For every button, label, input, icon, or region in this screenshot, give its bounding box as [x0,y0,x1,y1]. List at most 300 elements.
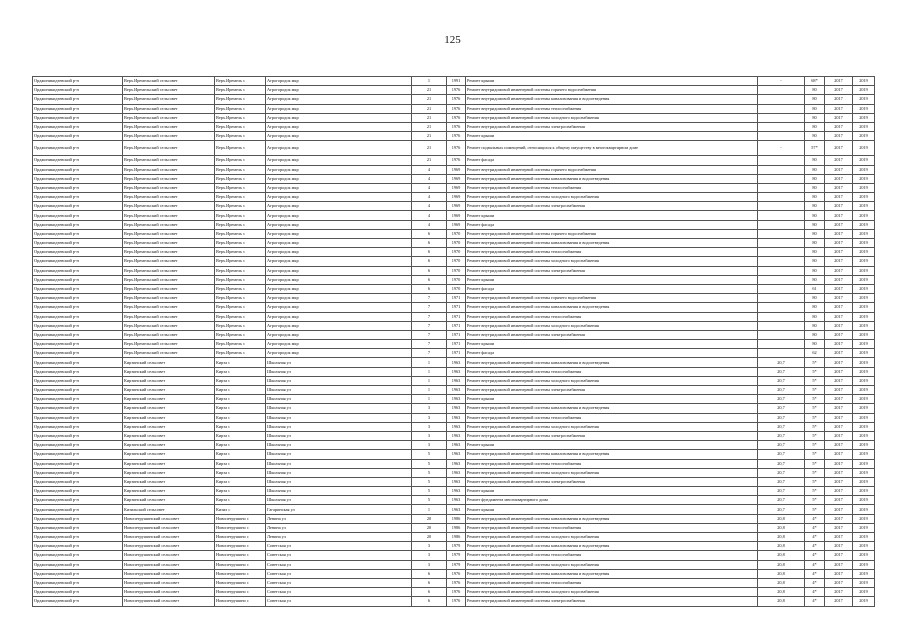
cell-end-year: 2019 [853,312,875,321]
cell-locality: Кирза с [215,477,266,486]
cell-locality: Кирза с [215,404,266,413]
cell-cost: 5* [805,395,825,404]
cell-locality: Кирза с [215,450,266,459]
cell-street: Советская ул [266,578,412,587]
cell-cost: 80 [805,132,825,141]
cell-year: 1971 [447,321,466,330]
cell-cost: 5* [805,496,825,505]
cell-cost: 5* [805,477,825,486]
cell-start-year: 2017 [825,312,853,321]
cell-start-year: 2017 [825,77,853,86]
cell-street: Агрогородок мкр [266,174,412,183]
cell-house: 21 [412,122,447,131]
cell-area [758,239,805,248]
cell-year: 1963 [447,441,466,450]
cell-end-year: 2019 [853,321,875,330]
cell-end-year: 2019 [853,569,875,578]
table-row [33,588,875,597]
cell-year: 1976 [447,86,466,95]
cell-work-type: Ремонт внутридомовой инженерной системы канализования и водоотведения [466,569,758,578]
table-row [33,174,875,183]
cell-locality: Верх.Иремель с [215,132,266,141]
cell-street: Агрогородок мкр [266,239,412,248]
cell-house: 6 [412,257,447,266]
cell-street: Школьная ул [266,395,412,404]
cell-house: 4 [412,174,447,183]
table-row [33,303,875,312]
cell-area [758,330,805,339]
cell-cost: 80 [805,239,825,248]
cell-street: Школьная ул [266,496,412,505]
cell-locality: Верх.Иремель с [215,174,266,183]
cell-street: Агрогородок мкр [266,284,412,293]
cell-settlement: Кирзинский сельсовет [123,367,215,376]
table-row [33,578,875,587]
cell-cost: 5* [805,413,825,422]
cell-area [758,294,805,303]
cell-district: Орджоникидзевский р-н [33,122,123,131]
cell-settlement: Кирзинский сельсовет [123,376,215,385]
cell-house: 3 [412,551,447,560]
cell-year: 1976 [447,104,466,113]
cell-street: Школьная ул [266,487,412,496]
cell-year: 1963 [447,358,466,367]
cell-work-type: Ремонт внутридомовой инженерной системы горячего водоснабжения [466,86,758,95]
cell-work-type: Ремонт внутридомовой инженерной системы холодного водоснабжения [466,257,758,266]
cell-cost: 4* [805,542,825,551]
cell-locality: Верх.Иремель с [215,220,266,229]
cell-settlement: Кирзинский сельсовет [123,358,215,367]
cell-work-type: Ремонт фасада [466,156,758,165]
cell-area [758,220,805,229]
cell-settlement: Кирзинский сельсовет [123,395,215,404]
cell-house: 3 [412,542,447,551]
cell-area: 20,7 [758,505,805,514]
table-row [33,450,875,459]
cell-start-year: 2017 [825,141,853,156]
cell-settlement: Верх.Иремельский сельсовет [123,248,215,257]
cell-district: Орджоникидзевский р-н [33,542,123,551]
cell-work-type: Ремонт внутридомовой инженерной системы канализования и водоотведения [466,174,758,183]
cell-area [758,95,805,104]
cell-district: Орджоникидзевский р-н [33,340,123,349]
cell-district: Орджоникидзевский р-н [33,533,123,542]
cell-locality: Новопетрушино с [215,569,266,578]
cell-area: 20,8 [758,533,805,542]
cell-start-year: 2017 [825,156,853,165]
cell-area: 20,8 [758,578,805,587]
cell-district: Орджоникидзевский р-н [33,487,123,496]
cell-area [758,349,805,358]
cell-locality: Верх.Иремель с [215,330,266,339]
cell-end-year: 2019 [853,77,875,86]
cell-house: 3 [412,422,447,431]
cell-street: Агрогородок мкр [266,202,412,211]
cell-end-year: 2019 [853,174,875,183]
cell-district: Орджоникидзевский р-н [33,211,123,220]
cell-district: Орджоникидзевский р-н [33,141,123,156]
table-row [33,183,875,192]
cell-year: 1970 [447,248,466,257]
cell-locality: Верх.Иремель с [215,202,266,211]
cell-settlement: Новопетрушинский сельсовет [123,542,215,551]
table-row [33,597,875,606]
cell-house: 5 [412,487,447,496]
cell-area: 20,7 [758,477,805,486]
cell-area: 20,8 [758,523,805,532]
cell-work-type: Ремонт внутридомовой инженерной системы холодного водоснабжения [466,193,758,202]
cell-settlement: Верх.Иремельский сельсовет [123,174,215,183]
cell-year: 1963 [447,459,466,468]
cell-street: Агрогородок мкр [266,294,412,303]
cell-cost: 5* [805,386,825,395]
table-row [33,141,875,156]
cell-district: Орджоникидзевский р-н [33,386,123,395]
cell-district: Орджоникидзевский р-н [33,496,123,505]
cell-start-year: 2017 [825,431,853,440]
cell-work-type: Ремонт фасада [466,220,758,229]
cell-street: Агрогородок мкр [266,349,412,358]
cell-work-type: Ремонт крыши [466,132,758,141]
cell-cost: 4* [805,597,825,606]
cell-area [758,202,805,211]
table-row [33,202,875,211]
cell-work-type: Ремонт внутридомовой инженерной системы теплоснабжения [466,523,758,532]
cell-cost: 80 [805,248,825,257]
cell-year: 1963 [447,505,466,514]
cell-district: Орджоникидзевский р-н [33,257,123,266]
cell-cost: 5* [805,404,825,413]
cell-end-year: 2019 [853,303,875,312]
cell-district: Орджоникидзевский р-н [33,597,123,606]
cell-end-year: 2019 [853,86,875,95]
table-row [33,229,875,238]
cell-settlement: Кирзинский сельсовет [123,441,215,450]
table-row [33,376,875,385]
cell-area [758,321,805,330]
cell-district: Орджоникидзевский р-н [33,229,123,238]
cell-district: Орджоникидзевский р-н [33,422,123,431]
cell-start-year: 2017 [825,220,853,229]
cell-end-year: 2019 [853,404,875,413]
cell-house: 6 [412,578,447,587]
page-number: 125 [444,34,461,46]
table-row [33,569,875,578]
cell-start-year: 2017 [825,284,853,293]
cell-locality: Верх.Иремель с [215,86,266,95]
cell-locality: Новопетрушино с [215,542,266,551]
cell-locality: Кирза с [215,367,266,376]
cell-locality: Кизил с [215,505,266,514]
cell-settlement: Верх.Иремельский сельсовет [123,284,215,293]
cell-year: 1963 [447,496,466,505]
cell-street: Агрогородок мкр [266,141,412,156]
cell-start-year: 2017 [825,514,853,523]
cell-settlement: Верх.Иремельский сельсовет [123,183,215,192]
cell-start-year: 2017 [825,551,853,560]
cell-year: 1963 [447,386,466,395]
cell-street: Советская ул [266,560,412,569]
cell-start-year: 2017 [825,330,853,339]
cell-street: Школьная ул [266,413,412,422]
cell-end-year: 2019 [853,376,875,385]
cell-year: 1963 [447,431,466,440]
cell-district: Орджоникидзевский р-н [33,468,123,477]
cell-work-type: Ремонт внутридомовой инженерной системы теплоснабжения [466,459,758,468]
cell-work-type: Ремонт внутридомовой инженерной системы холодного водоснабжения [466,422,758,431]
cell-cost: 5* [805,367,825,376]
cell-district: Орджоникидзевский р-н [33,303,123,312]
cell-cost: 4* [805,588,825,597]
cell-end-year: 2019 [853,330,875,339]
cell-settlement: Кирзинский сельсовет [123,487,215,496]
cell-end-year: 2019 [853,441,875,450]
cell-area: - [758,141,805,156]
cell-work-type: Ремонт внутридомовой инженерной системы канализования и водоотведения [466,514,758,523]
cell-start-year: 2017 [825,450,853,459]
cell-house: 3 [412,413,447,422]
cell-house: 6 [412,284,447,293]
cell-start-year: 2017 [825,459,853,468]
cell-work-type: Ремонт внутридомовой инженерной системы электроснабжения [466,330,758,339]
cell-settlement: Верх.Иремельский сельсовет [123,95,215,104]
table-row [33,422,875,431]
cell-cost: 5* [805,487,825,496]
cell-house: 1 [412,77,447,86]
cell-year: 1970 [447,275,466,284]
cell-year: 1969 [447,174,466,183]
cell-settlement: Кирзинский сельсовет [123,431,215,440]
cell-cost: 5* [805,441,825,450]
cell-street: Агрогородок мкр [266,321,412,330]
cell-settlement: Верх.Иремельский сельсовет [123,340,215,349]
cell-end-year: 2019 [853,248,875,257]
cell-street: Советская ул [266,588,412,597]
cell-settlement: Кирзинский сельсовет [123,450,215,459]
table-row [33,349,875,358]
cell-start-year: 2017 [825,386,853,395]
cell-area [758,211,805,220]
cell-house: 7 [412,321,447,330]
table-row [33,496,875,505]
cell-district: Орджоникидзевский р-н [33,266,123,275]
cell-cost: 80 [805,257,825,266]
cell-district: Орджоникидзевский р-н [33,376,123,385]
cell-district: Орджоникидзевский р-н [33,441,123,450]
cell-year: 1971 [447,303,466,312]
cell-district: Орджоникидзевский р-н [33,523,123,532]
cell-house: 5 [412,477,447,486]
cell-cost: 5* [805,468,825,477]
cell-end-year: 2019 [853,459,875,468]
cell-locality: Верх.Иремель с [215,229,266,238]
table-row [33,367,875,376]
cell-year: 1979 [447,542,466,551]
cell-district: Орджоникидзевский р-н [33,431,123,440]
cell-start-year: 2017 [825,523,853,532]
cell-area [758,248,805,257]
cell-locality: Новопетрушино с [215,597,266,606]
cell-end-year: 2019 [853,239,875,248]
cell-area [758,183,805,192]
cell-area [758,257,805,266]
cell-area: 20,7 [758,459,805,468]
cell-year: 1976 [447,597,466,606]
cell-street: Школьная ул [266,450,412,459]
cell-year: 1970 [447,229,466,238]
cell-house: 4 [412,211,447,220]
cell-locality: Верх.Иремель с [215,294,266,303]
cell-cost: 62 [805,349,825,358]
cell-house: 6 [412,248,447,257]
cell-cost: 80 [805,193,825,202]
cell-cost: 4* [805,533,825,542]
cell-street: Агрогородок мкр [266,132,412,141]
cell-start-year: 2017 [825,211,853,220]
cell-district: Орджоникидзевский р-н [33,395,123,404]
cell-area: 20,7 [758,441,805,450]
cell-district: Орджоникидзевский р-н [33,86,123,95]
cell-cost: 5* [805,450,825,459]
cell-work-type: Ремонт внутридомовой инженерной системы теплоснабжения [466,183,758,192]
cell-locality: Кирза с [215,376,266,385]
cell-cost: 4* [805,560,825,569]
cell-district: Орджоникидзевский р-н [33,312,123,321]
cell-cost: 5* [805,376,825,385]
cell-street: Школьная ул [266,367,412,376]
cell-street: Школьная ул [266,376,412,385]
cell-cost: 5* [805,459,825,468]
cell-start-year: 2017 [825,132,853,141]
cell-year: 1971 [447,312,466,321]
cell-year: 1986 [447,533,466,542]
cell-end-year: 2019 [853,122,875,131]
cell-start-year: 2017 [825,588,853,597]
table-row [33,487,875,496]
cell-area: 20,7 [758,487,805,496]
cell-locality: Кирза с [215,459,266,468]
cell-street: Агрогородок мкр [266,220,412,229]
cell-area: 20,8 [758,569,805,578]
cell-locality: Верх.Иремель с [215,303,266,312]
cell-work-type: Ремонт внутридомовой инженерной системы электроснабжения [466,477,758,486]
cell-district: Орджоникидзевский р-н [33,505,123,514]
cell-area [758,174,805,183]
cell-area: 20,7 [758,386,805,395]
cell-year: 1963 [447,395,466,404]
cell-locality: Верх.Иремель с [215,165,266,174]
cell-street: Агрогородок мкр [266,340,412,349]
cell-house: 7 [412,349,447,358]
cell-area: 20,7 [758,376,805,385]
cell-year: 1970 [447,266,466,275]
cell-end-year: 2019 [853,257,875,266]
cell-street: Школьная ул [266,477,412,486]
cell-start-year: 2017 [825,193,853,202]
table-row [33,248,875,257]
table-row [33,358,875,367]
table-row [33,312,875,321]
cell-work-type: Ремонт внутридомовой инженерной системы электроснабжения [466,431,758,440]
cell-year: 1963 [447,404,466,413]
cell-year: 1986 [447,514,466,523]
cell-settlement: Верх.Иремельский сельсовет [123,294,215,303]
cell-work-type: Ремонт внутридомовой инженерной системы теплоснабжения [466,413,758,422]
cell-street: Школьная ул [266,404,412,413]
cell-end-year: 2019 [853,349,875,358]
cell-end-year: 2019 [853,113,875,122]
cell-house: 3 [412,441,447,450]
cell-street: Ленина ул [266,523,412,532]
cell-work-type: Ремонт крыши [466,275,758,284]
cell-locality: Кирза с [215,422,266,431]
cell-cost: 80 [805,294,825,303]
table-row [33,413,875,422]
cell-house: 7 [412,330,447,339]
cell-area [758,312,805,321]
cell-area: - [758,77,805,86]
cell-house: 7 [412,312,447,321]
cell-end-year: 2019 [853,193,875,202]
table-row [33,551,875,560]
cell-settlement: Новопетрушинский сельсовет [123,569,215,578]
cell-area [758,193,805,202]
cell-year: 1976 [447,569,466,578]
cell-end-year: 2019 [853,413,875,422]
cell-settlement: Кирзинский сельсовет [123,496,215,505]
cell-settlement: Кирзинский сельсовет [123,422,215,431]
cell-work-type: Ремонт фасада [466,284,758,293]
cell-start-year: 2017 [825,468,853,477]
table-row [33,77,875,86]
cell-cost: 80 [805,183,825,192]
cell-year: 1976 [447,588,466,597]
table-row [33,560,875,569]
cell-cost: 80 [805,330,825,339]
cell-house: 6 [412,239,447,248]
cell-street: Школьная ул [266,422,412,431]
cell-street: Агрогородок мкр [266,275,412,284]
cell-locality: Новопетрушино с [215,523,266,532]
cell-year: 1979 [447,551,466,560]
cell-settlement: Верх.Иремельский сельсовет [123,257,215,266]
table-row [33,266,875,275]
cell-start-year: 2017 [825,597,853,606]
cell-work-type: Ремонт внутридомовой инженерной системы теплоснабжения [466,312,758,321]
table-row [33,220,875,229]
cell-end-year: 2019 [853,294,875,303]
cell-start-year: 2017 [825,578,853,587]
cell-district: Орджоникидзевский р-н [33,275,123,284]
cell-work-type: Ремонт крыши [466,340,758,349]
table-row [33,211,875,220]
cell-work-type: Ремонт внутридомовой инженерной системы электроснабжения [466,202,758,211]
cell-settlement: Кирзинский сельсовет [123,386,215,395]
cell-area: 20,8 [758,597,805,606]
cell-district: Орджоникидзевский р-н [33,77,123,86]
cell-cost: 57* [805,141,825,156]
cell-start-year: 2017 [825,183,853,192]
cell-cost: 5* [805,422,825,431]
cell-end-year: 2019 [853,165,875,174]
cell-district: Орджоникидзевский р-н [33,560,123,569]
cell-cost: 80 [805,312,825,321]
cell-cost: 5* [805,505,825,514]
cell-work-type: Ремонт внутридомовой инженерной системы теплоснабжения [466,104,758,113]
cell-street: Агрогородок мкр [266,113,412,122]
cell-house: 21 [412,156,447,165]
cell-locality: Кирза с [215,395,266,404]
